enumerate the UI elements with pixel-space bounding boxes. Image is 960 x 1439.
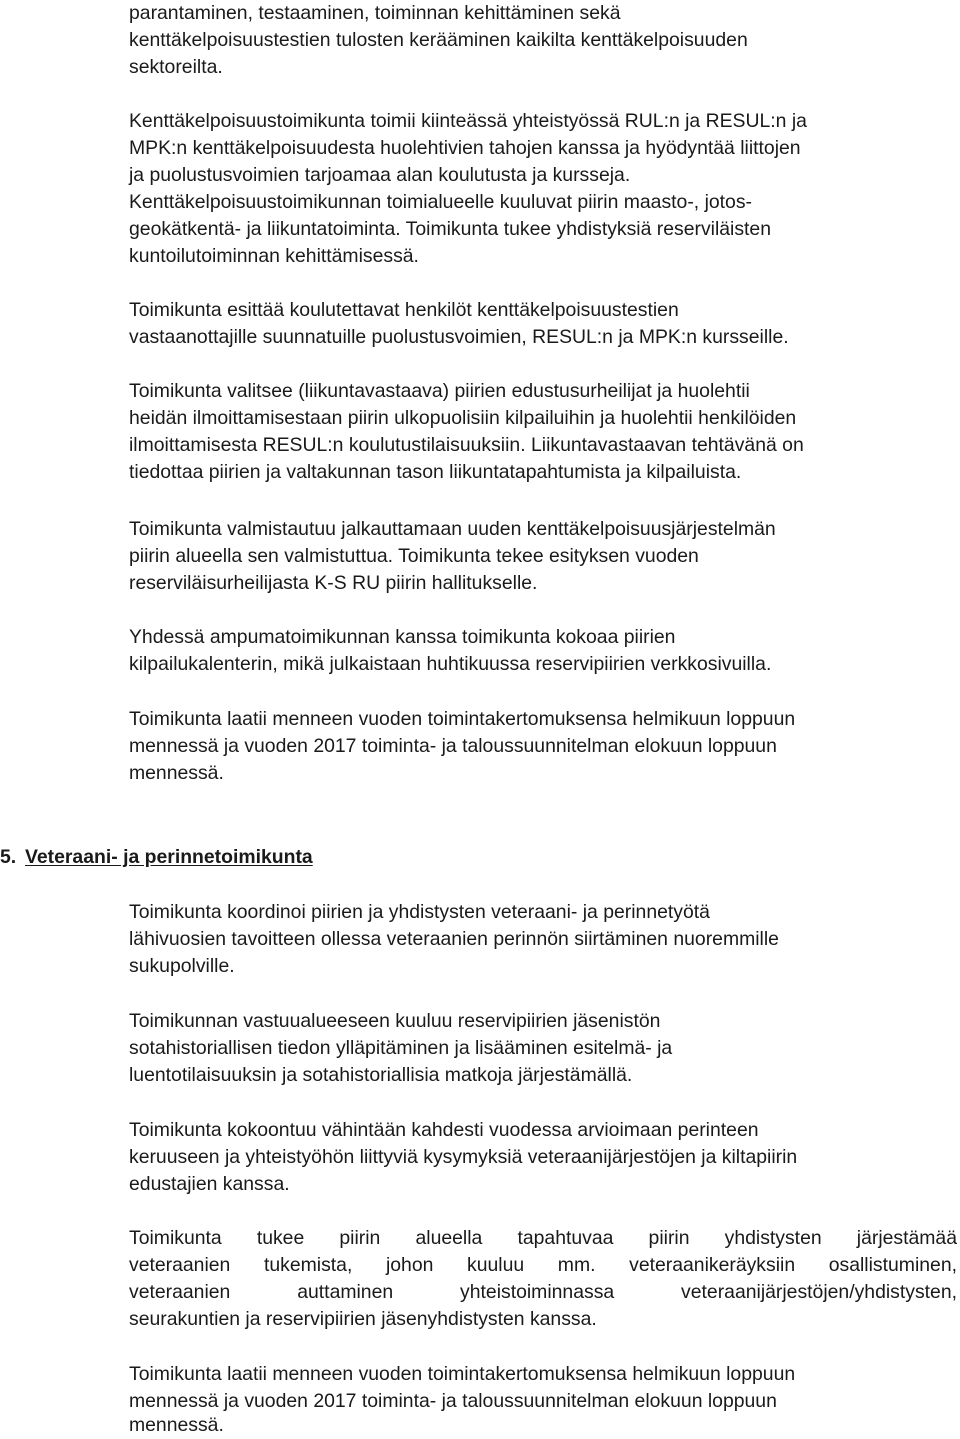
text-line: seurakuntien ja reservipiirien jäsenyhdistysten kanssa. [129,1308,597,1330]
text-line: sotahistoriallisen tiedon ylläpitäminen ja lisääminen esitelmä- ja [129,1037,673,1059]
text-line: mennessä. [129,762,224,784]
text-line: sektoreilta. [129,56,223,78]
text-line: Toimikunta valitsee (liikuntavastaava) piirien edustusurheilijat ja huolehtii [129,380,750,402]
text-line: Toimikunta tukee piirin alueella tapahtuvaa piirin yhdistysten järjestämää [129,1227,957,1249]
text-line: Kenttäkelpoisuustoimikunta toimii kiinteässä yhteistyössä RUL:n ja RESUL:n ja [129,110,807,132]
text-line: lähivuosien tavoitteen ollessa veteraanien perinnön siirtäminen nuoremmille [129,928,779,950]
text-line: veteraanien tukemista, johon kuuluu mm. veteraanikeräyksiin osallistuminen, [129,1254,957,1276]
text-line: geokätkentä- ja liikuntatoiminta. Toimikunta tukee yhdistyksiä reserviläisten [129,218,772,240]
text-line: piirin alueella sen valmistuttua. Toimikunta tekee esityksen vuoden [129,545,699,567]
text-line: keruuseen ja yhteistyöhön liittyviä kysymyksiä veteraanijärjestöjen ja kiltapiirin [129,1146,798,1168]
text-line: ja puolustusvoimien tarjoamaa alan koulutusta ja kursseja. [129,164,631,186]
text-line: Toimikunnan vastuualueeseen kuuluu reservipiirien jäsenistön [129,1010,661,1032]
text-line: Kenttäkelpoisuustoimikunnan toimialueelle kuuluvat piirin maasto-, jotos- [129,191,752,213]
text-line: edustajien kanssa. [129,1173,290,1195]
text-line: kilpailukalenterin, mikä julkaistaan huhtikuussa reservipiirien verkkosivuilla. [129,653,772,675]
text-line: luentotilaisuuksin ja sotahistoriallisia matkoja järjestämällä. [129,1064,633,1086]
text-line: ilmoittamisesta RESUL:n koulutustilaisuuksiin. Liikuntavastaavan tehtävänä on [129,434,804,456]
text-line: mennessä. [129,1414,224,1436]
text-line: Toimikunta laatii menneen vuoden toimintakertomuksensa helmikuun loppuun [129,708,796,730]
text-line: sukupolville. [129,955,235,977]
text-line: veteraanien auttaminen yhteistoiminnassa veteraanijärjestöjen/yhdistysten, [129,1281,957,1303]
text-line: Toimikunta esittää koulutettavat henkilöt kenttäkelpoisuustestien [129,299,679,321]
section-number: 5. [0,846,17,868]
text-line: Yhdessä ampumatoimikunnan kanssa toimikunta kokoaa piirien [129,626,676,648]
text-line: vastaanottajille suunnatuille puolustusvoimien, RESUL:n ja MPK:n kursseille. [129,326,789,348]
text-line: Toimikunta koordinoi piirien ja yhdistysten veteraani- ja perinnetyötä [129,901,710,923]
text-line: reserviläisurheilijasta K-S RU piirin hallitukselle. [129,572,538,594]
section-title: Veteraani- ja perinnetoimikunta [25,846,313,868]
text-line: Toimikunta valmistautuu jalkauttamaan uuden kenttäkelpoisuusjärjestelmän [129,518,776,540]
text-line: kuntoilutoiminnan kehittämisessä. [129,245,419,267]
text-line: Toimikunta kokoontuu vähintään kahdesti vuodessa arvioimaan perinteen [129,1119,759,1141]
text-line: MPK:n kenttäkelpoisuudesta huolehtivien tahojen kanssa ja hyödyntää liittojen [129,137,801,159]
text-line: tiedottaa piirien ja valtakunnan tason liikuntatapahtumista ja kilpailuista. [129,461,742,483]
text-line: parantaminen, testaaminen, toiminnan kehittäminen sekä [129,2,621,24]
text-line: mennessä ja vuoden 2017 toiminta- ja taloussuunnitelman elokuun loppuun [129,735,777,757]
text-line: heidän ilmoittamisestaan piirin ulkopuolisiin kilpailuihin ja huolehtii henkilöiden [129,407,797,429]
text-line: mennessä ja vuoden 2017 toiminta- ja taloussuunnitelman elokuun loppuun [129,1390,777,1412]
text-line: kenttäkelpoisuustestien tulosten kerääminen kaikilta kenttäkelpoisuuden [129,29,748,51]
text-line: Toimikunta laatii menneen vuoden toimintakertomuksensa helmikuun loppuun [129,1363,796,1385]
section-heading [0,844,313,871]
